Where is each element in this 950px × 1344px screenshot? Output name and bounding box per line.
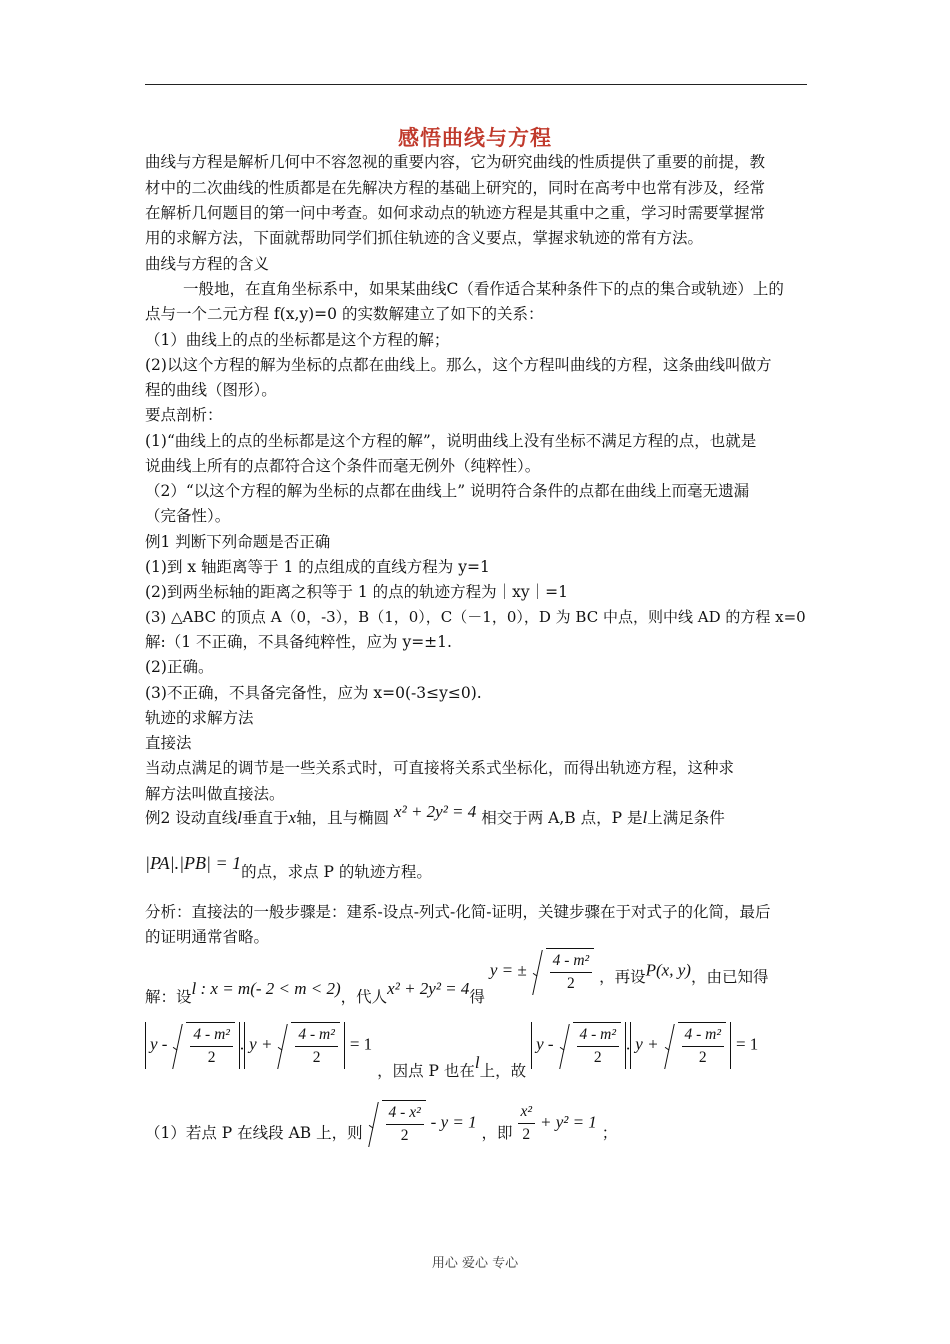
frac-den-7: 2	[522, 1126, 531, 1143]
example-2-text-f: 的点，求点 P 的轨迹方程。	[241, 863, 432, 881]
frac-den-6: 2	[400, 1127, 409, 1144]
example-2-text-d: 相交于两 A,B 点，P 是	[481, 809, 643, 827]
intro-line-1: 曲线与方程是解析几何中不容忽视的重要内容，它为研究曲线的性质提供了重要的前提，教	[145, 153, 766, 171]
math-minus-y: - y = 1	[430, 1112, 477, 1132]
math-ellipse: x² + 2y² = 4	[394, 802, 477, 821]
frac-num-5: 4 - m²	[682, 1024, 725, 1047]
example-2-text-a: 例2 设动直线	[145, 809, 238, 827]
condition-1: （1）曲线上的点的坐标都是这个方程的解；	[145, 331, 450, 349]
solution-line-2: y - $\frac{\text{4 - m²}}{2}$ . y + $\frac{\text{4 - m²}}{2}$ = 1 ，因点 P 也在l上，故 y - $\frac{\text{4 - m²}}{2}$ . y + $\frac{\text{4 - m²}}{2}$ = 1	[145, 1022, 758, 1069]
example-2-text-e: 上满足条件	[647, 809, 725, 827]
intro-line-2: 材中的二次曲线的性质都是在先解决方程的基础上研究的，同时在高考中也常有涉及，经常	[145, 179, 766, 197]
sqrt-1	[532, 948, 595, 995]
abs-3: y - $\frac{\text{4 - m²}}{2}$	[531, 1022, 626, 1069]
math-pa-pb: |PA|.|PB| = 1	[145, 853, 242, 873]
math-eq-1: = 1	[349, 1034, 373, 1054]
keypoints-label: 要点剖析：	[145, 406, 223, 424]
keypoint-2-line-2: （完备性）。	[145, 507, 231, 525]
direct-method-line-1: 当动点满足的调节是一些关系式时，可直接将关系式坐标化，而得出轨迹方程，这种求	[145, 759, 735, 777]
example-2-text-c: 轴，且与椭圆	[296, 809, 390, 827]
example-1-solution-1: 解:（1 不正确，不具备纯粹性，应为 y=±1.	[145, 633, 452, 651]
example-2-line-2	[145, 848, 432, 879]
frac-num-3: 4 - m²	[295, 1024, 338, 1047]
solution-text-c: 得	[469, 987, 485, 1006]
frac-den-3: 2	[312, 1049, 321, 1066]
definition-line-1: 一般地，在直角坐标系中，如果某曲线C（看作适合某种条件下的点的集合或轨迹）上的	[183, 280, 784, 298]
analysis-line-1: 分析：直接法的一般步骤是：建系-设点-列式-化简-证明，关键步骤在于对式子的化简，最后	[145, 903, 771, 921]
math-y-eq: y = ±	[489, 960, 527, 980]
example-1-item-3: (3) △ABC 的顶点 A（0，-3），B（1，0），C（－1，0），D 为 BC 中点，则中线 AD 的方程 x=0	[145, 608, 806, 626]
example-1-item-2: (2)到两坐标轴的距离之积等于 1 的点的轨迹方程为｜xy｜=1	[145, 583, 569, 601]
abs-1: y - $\frac{\text{4 - m²}}{2}$	[145, 1022, 240, 1069]
example-2-line-1	[145, 804, 725, 832]
solution-text-a: 解：设	[145, 987, 192, 1006]
direct-method-line-2: 解方法叫做直接法。	[145, 785, 285, 803]
frac-num-7: x²	[518, 1101, 536, 1124]
math-ellipse-2: x² + 2y² = 4	[387, 978, 470, 998]
math-point-p: P(x, y)	[645, 960, 691, 980]
case-1-line	[145, 1100, 617, 1147]
definition-line-2: 点与一个二元方程 f(x,y)=0 的实数解建立了如下的关系：	[145, 305, 544, 323]
sqrt-case-1	[368, 1100, 426, 1147]
frac-den-2: 2	[207, 1049, 216, 1066]
example-1-item-1: (1)到 x 轴距离等于 1 的点组成的直线方程为 y=1	[145, 558, 490, 576]
frac-x2-over-2	[518, 1101, 536, 1146]
solution-text-d: ，再设	[599, 967, 646, 986]
solution-line-1	[145, 948, 769, 1006]
math-l: l	[237, 808, 243, 827]
example-1-solution-2: (2)正确。	[145, 658, 214, 676]
frac-den-5: 2	[698, 1049, 707, 1066]
section-heading-1: 曲线与方程的含义	[145, 255, 270, 273]
math-plus-y2: + y² = 1	[539, 1112, 597, 1132]
frac-den: 2	[567, 975, 575, 992]
case-1-text-b: ，即	[481, 1123, 513, 1142]
keypoint-1-line-2: 说曲线上所有的点都符合这个条件而毫无例外（纯粹性）。	[145, 457, 541, 475]
analysis-line-2: 的证明通常省略。	[145, 928, 270, 946]
keypoint-1-line-1: (1)“曲线上的点的坐标都是这个方程的解”，说明曲线上没有坐标不满足方程的点，也就是	[145, 432, 757, 450]
frac-num-2: 4 - m²	[190, 1024, 233, 1047]
math-l-2: l	[642, 808, 648, 827]
math-x: x	[288, 808, 297, 827]
intro-line-4: 用的求解方法，下面就帮助同学们抓住轨迹的含义要点，掌握求轨迹的常有方法。	[145, 229, 704, 247]
frac-den-4: 2	[593, 1049, 602, 1066]
frac-num-6: 4 - x²	[386, 1102, 424, 1125]
abs-2: y + $\frac{\text{4 - m²}}{2}$	[244, 1022, 345, 1069]
frac-num: 4 - m²	[550, 950, 593, 973]
solution-text-f: ，因点 P 也在	[377, 1061, 475, 1080]
condition-2-line-1: (2)以这个方程的解为坐标的点都在曲线上。那么，这个方程叫曲线的方程，这条曲线叫做方	[145, 356, 772, 374]
page-footer: 用心 爱心 专心	[431, 1256, 519, 1271]
math-l-3: l	[474, 1052, 480, 1072]
header-rule	[145, 84, 807, 85]
solution-text-g: 上，故	[479, 1061, 527, 1080]
abs-4: y + $\frac{\text{4 - m²}}{2}$	[630, 1022, 731, 1069]
case-1-semicolon: ；	[601, 1123, 618, 1142]
intro-line-3: 在解析几何题目的第一问中考查。如何求动点的轨迹方程是其重中之重，学习时需要掌握常	[145, 204, 766, 222]
example-1-title: 例1 判断下列命题是否正确	[145, 533, 331, 551]
example-2-text-b: 垂直于	[242, 809, 289, 827]
frac-num-4: 4 - m²	[577, 1024, 620, 1047]
math-line-def: l : x = m(- 2 < m < 2)	[191, 978, 341, 998]
direct-method-heading: 直接法	[145, 734, 192, 752]
condition-2-line-2: 程的曲线（图形）。	[145, 381, 277, 399]
example-1-solution-3: (3)不正确，不具备完备性，应为 x=0(-3≤y≤0).	[145, 684, 482, 702]
solution-text-b: ，代人	[340, 987, 388, 1006]
case-1-text-a: （1）若点 P 在线段 AB 上，则	[145, 1123, 363, 1142]
page-title: 感悟曲线与方程	[398, 126, 552, 150]
math-eq-2: = 1	[735, 1034, 759, 1054]
keypoint-2-line-1: （2）“以这个方程的解为坐标的点都在曲线上” 说明符合条件的点都在曲线上而毫无遗漏	[145, 482, 750, 500]
solution-text-e: ，由已知得	[690, 967, 769, 986]
section-heading-2: 轨迹的求解方法	[145, 709, 254, 727]
